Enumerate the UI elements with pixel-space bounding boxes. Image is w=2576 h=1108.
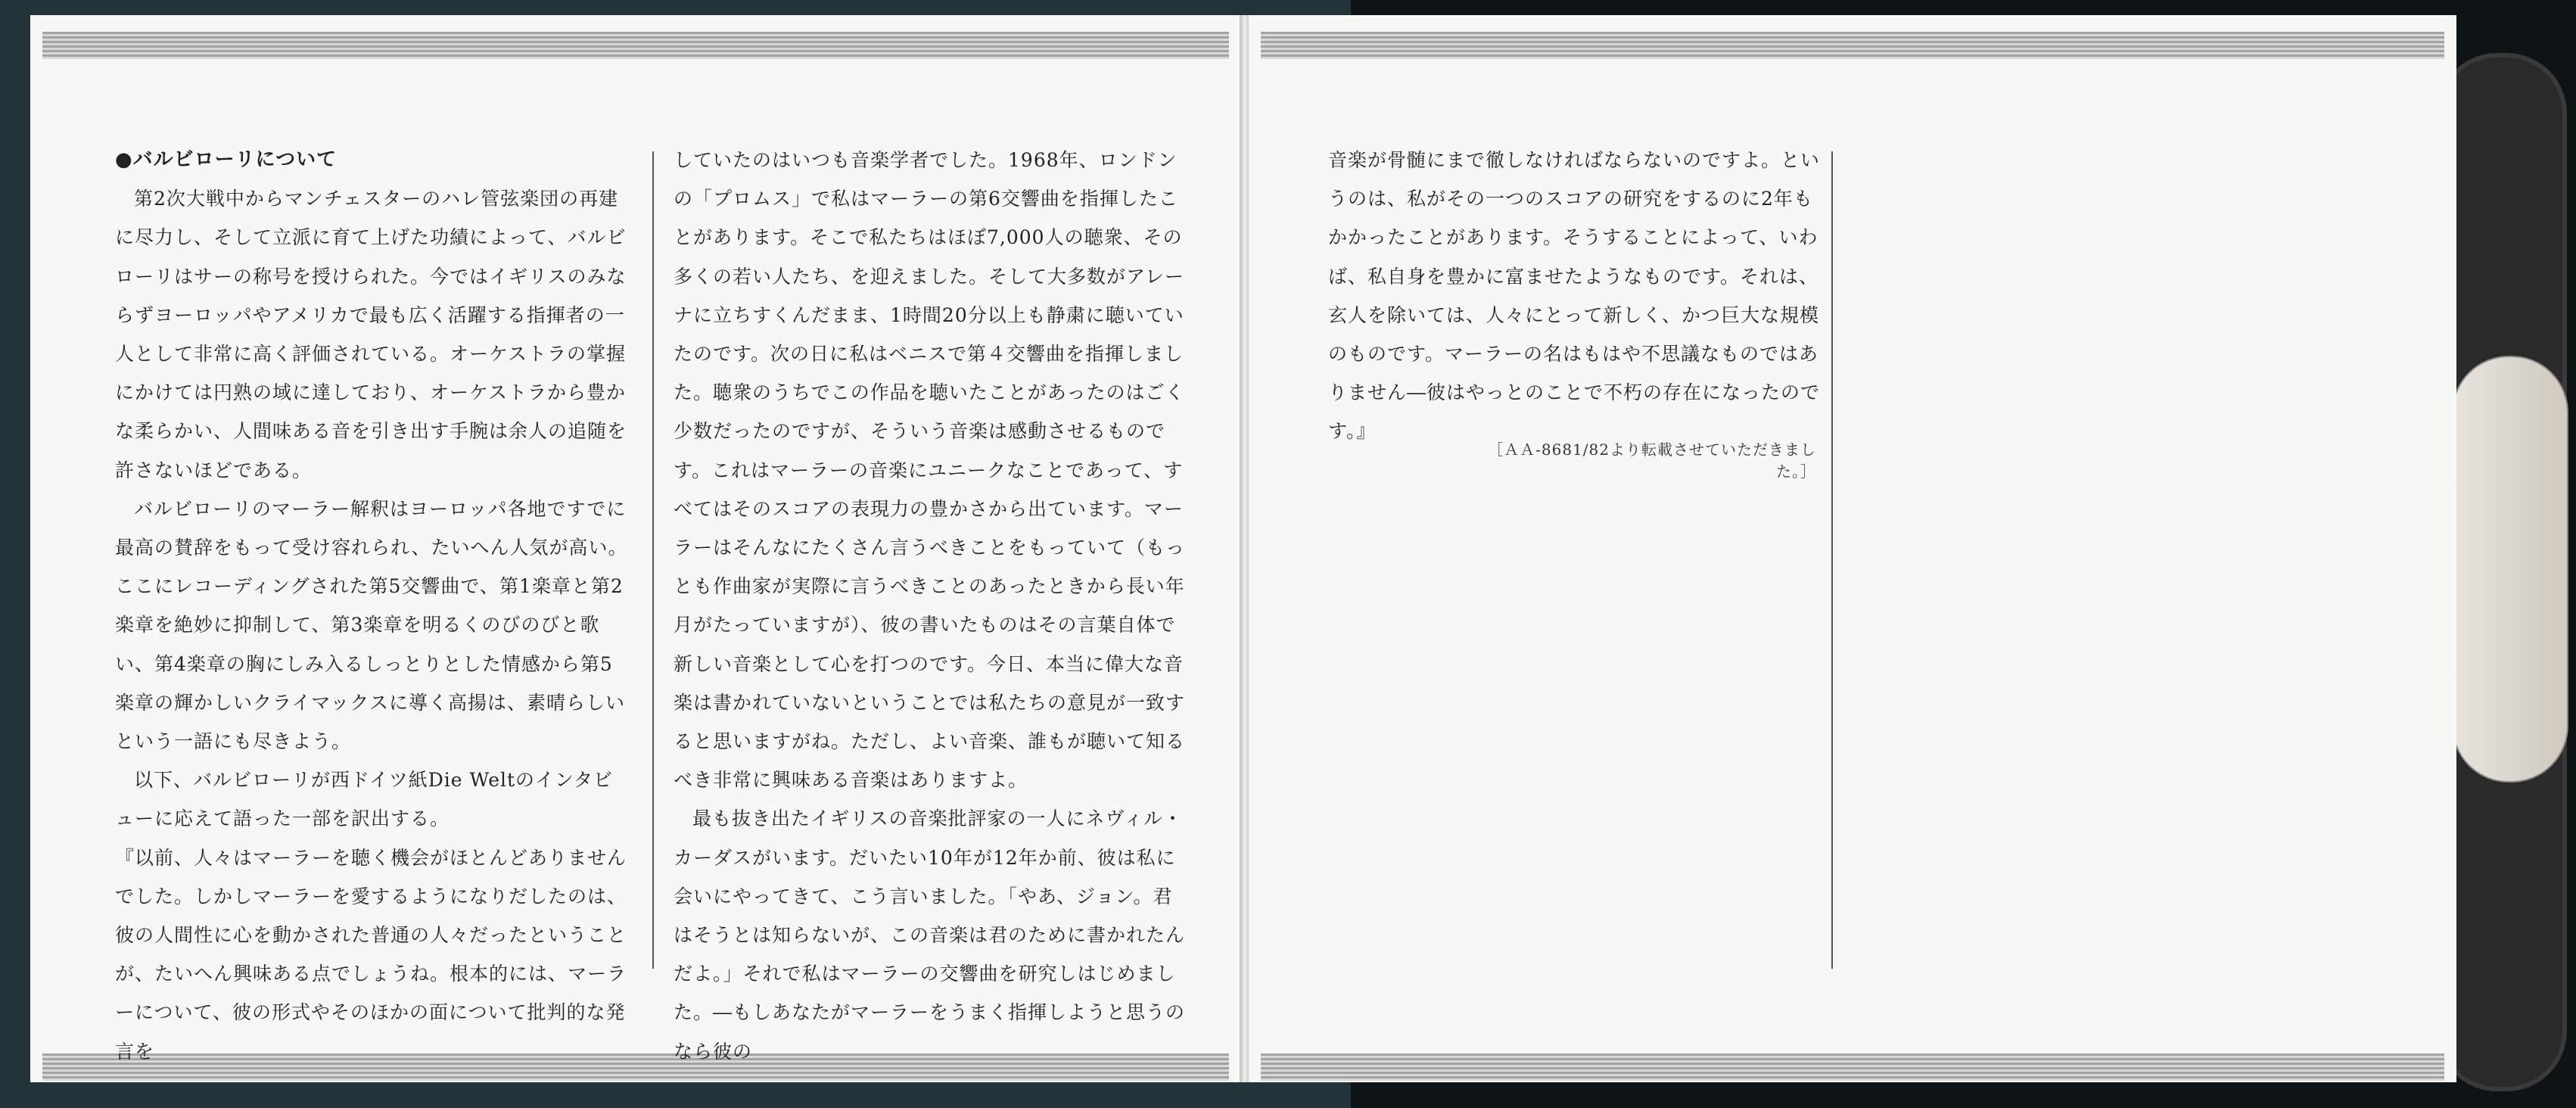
paragraph: 『以前、人々はマーラーを聴く機会がほとんどありませんでした。しかしマーラーを愛するようになりだしたのは、彼の人間性に心を動かされた普通の人々だったということが、たいへん興味ある点でしょうね。根本的には、マーラーについて、彼の形式やそのほかの面について批判的な発言を (115, 846, 627, 1063)
cd-disc (2452, 356, 2568, 783)
top-border-band (42, 32, 1229, 59)
text-column-2 (674, 141, 1188, 1071)
column-divider (1831, 151, 1833, 969)
paragraph: 第2次大戦中からマンチェスターのハレ管弦楽団の再建に尽力し、そして立派に育て上げた功績によって、バルビローリはサーの称号を授けられた。今ではイギリスのみならずヨーロッパやアメリカで最も広く活躍する指揮者の一人として非常に高く評価されている。オーケストラの掌握にかけては円熟の域に達しており、オーケストラから豊かな柔らかい、人間味ある音を引き出す手腕は余人の追随を許さないほどである。 (115, 188, 627, 481)
top-border-band (1261, 32, 2444, 59)
paragraph: 最も抜き出たイギリスの音楽批評家の一人にネヴィル・カーダスがいます。だいたい10年が12年か前、彼は私に会いにやってきて、こう言いました。「やあ、ジョン。君はそうとは知らないが、この音楽は君のために書かれたんだよ。」それで私はマーラーの交響曲を研究しはじめました。―もしあなたがマーラーをうまく指揮しようと思うのなら彼の (674, 808, 1186, 1063)
paragraph: していたのはいつも音楽学者でした。1968年、ロンドンの「プロムス」で私はマーラーの第6交響曲を指揮したことがあります。そこで私たちはほぼ7,000人の聴衆、その多くの若い人たち、を迎えました。そして大多数がアレーナに立ちすくんだまま、1時間20分以上も静粛に聴いていたのです。次の日に私はベニスで第４交響曲を指揮しました。聴衆のうちでこの作品を聴いたことがあったのはごく少数だったのですが、そういう音楽は感動させるものです。これはマーラーの音楽にユニークなことであって、すべてはそのスコアの表現力の豊かさから出ています。マーラーはそんなにたくさん言うべきことをもっていて（もっとも作曲家が実際に言うべきことのあったときから長い年月がたっていますが）、彼の書いたものはその言葉自体で新しい音楽として心を打つのです。今日、本当に偉大な音楽は書かれていないということでは私たちの意見が一致すると思いますがね。ただし、よい音楽、誰もが聴いて知るべき非常に興味ある音楽はありますよ。 (674, 149, 1186, 792)
section-heading: ●バルビローリについて (115, 148, 338, 171)
paragraph: バルビローリのマーラー解釈はヨーロッパ各地ですでに最高の賛辞をもって受け容れられ、たいへん人気が高い。ここにレコーディングされた第5交響曲で、第1楽章と第2楽章を絶妙に抑制して、第3楽章を明るくのびのびと歌い、第4楽章の胸にしみ入るしっとりとした情感から第5楽章の輝かしいクライマックスに導く高揚は、素晴らしいという一語にも尽きよう。 (115, 497, 628, 753)
column-divider (652, 151, 654, 969)
source-credit: ［ＡＡ-8681/82より転載させていただきました。］ (1488, 440, 1816, 481)
paragraph: 音楽が骨髄にまで徹しなければならないのですよ。というのは、私がその一つのスコアの研究をするのに2年もかかったことがあります。そうすることによって、いわば、私自身を豊かに富ませたようなものです。それは、玄人を除いては、人々にとって新しく、かつ巨大な規模のものです。マーラーの名はもはや不思議なものではありません―彼はやっとのことで不朽の存在になったのです。』 (1328, 149, 1821, 443)
text-column-3 (1328, 141, 1820, 451)
text-column-1 (115, 141, 630, 1071)
paragraph: 以下、バルビローリが西ドイツ紙Die Weltのインタビューに応えて語った一部を訳出する。 (115, 769, 614, 830)
bottom-border-band (1261, 1054, 2444, 1081)
